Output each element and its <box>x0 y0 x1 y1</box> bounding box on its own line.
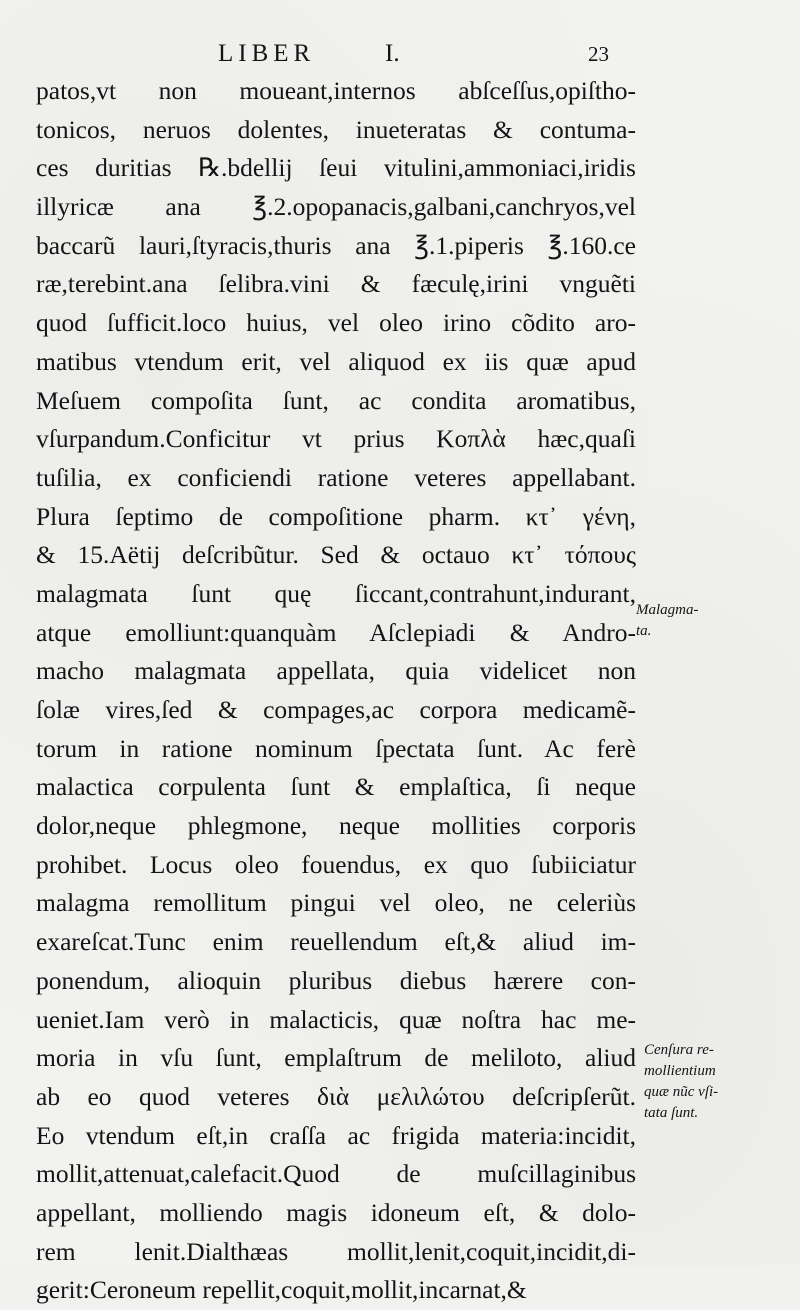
text-line: malagmata ſunt quę ſiccant,contrahunt,indurant, <box>36 578 636 608</box>
text-line: dolor,neque phlegmone, neque mollities corporis <box>36 811 636 841</box>
text-line: Meſuem compoſita ſunt, ac condita aromatibus, <box>36 385 636 415</box>
text-line: matibus vtendum erit, vel aliquod ex iis quæ apud <box>36 346 636 376</box>
body-text <box>36 72 636 1310</box>
text-line: moria in vſu ſunt, emplaſtrum de meliloto, aliud <box>36 1043 636 1073</box>
page-number: 23 <box>588 42 609 66</box>
text-line: ab eo quod veteres διὰ μελιλώτου deſcripſerũt. <box>36 1081 636 1111</box>
text-line: malagma remollitum pingui vel oleo, ne celeriùs <box>36 888 636 918</box>
text-line: rem lenit.Dialthæas mollit,lenit,coquit,incidit,di- <box>36 1236 636 1266</box>
margin-note-line: Malagma- <box>636 602 699 618</box>
text-line: torum in ratione nominum ſpectata ſunt. Ac ferè <box>36 733 636 763</box>
text-line: quod ſufficit.loco huius, vel oleo irino cõdito aro- <box>36 308 636 338</box>
margin-note-line: ta. <box>636 623 652 639</box>
text-line: prohibet. Locus oleo fouendus, ex quo ſubiiciatur <box>36 849 636 879</box>
text-line: ſolæ vires,ſed & compages,ac corpora medicamẽ- <box>36 695 636 724</box>
chapter-number: I. <box>385 40 400 67</box>
text-line: Eo vtendum eſt,in craſſa ac frigida materia:incidit, <box>36 1120 636 1150</box>
margin-note-line: mollientium <box>644 1063 716 1079</box>
margin-note-censura <box>644 1040 718 1124</box>
text-line: ræ,terebint.ana ſelibra.vini & fæculę,irini vnguẽti <box>36 269 636 299</box>
text-line: Plura ſeptimo de compoſitione pharm. κτ᾽ γένη, <box>36 501 636 531</box>
text-line: atque emolliunt:quanquàm Aſclepiadi & Andro- <box>36 617 636 647</box>
margin-note-line: Cenſura re- <box>644 1042 714 1058</box>
text-line: baccarũ lauri,ſtyracis,thuris ana ℥.1.piperis ℥.160.ce <box>36 230 636 260</box>
text-line: illyricæ ana ℥.2.opopanacis,galbani,canchryos,vel <box>36 192 636 222</box>
text-line: exareſcat.Tunc enim reuellendum eſt,& aliud im- <box>36 927 636 957</box>
text-line: tuſilia, ex conficiendi ratione veteres appellabant. <box>36 462 636 492</box>
text-line: ces duritias ℞.bdellij ſeui vitulini,ammoniaci,iridis <box>36 153 636 183</box>
text-line: ponendum, alioquin pluribus diebus hærere con- <box>36 965 636 995</box>
margin-note-line: quæ nũc vſi- <box>644 1084 719 1100</box>
text-line: gerit:Ceroneum repellit,coquit,mollit,incarnat,& <box>36 1275 527 1305</box>
text-line: macho malagmata appellata, quia videlicet non <box>36 656 636 686</box>
running-title: LIBER <box>218 40 316 67</box>
text-line: & 15.Aëtij deſcribũtur. Sed & octauo κτ᾽ τόπους <box>36 540 636 570</box>
text-line: ueniet.Iam verò in malacticis, quæ noſtra hac me- <box>36 1004 636 1034</box>
margin-note-line: tata ſunt. <box>644 1105 699 1121</box>
text-line: vſurpandum.Conficitur vt prius Κοπλὰ hæc,quaſi <box>36 424 636 454</box>
text-line: appellant, molliendo magis idoneum eſt, & dolo- <box>36 1197 636 1227</box>
text-line: patos,vt non moueant,internos abſceſſus,opiſtho- <box>36 76 636 105</box>
margin-note-malagmata <box>636 600 699 642</box>
text-line: malactica corpulenta ſunt & emplaſtica, ſi neque <box>36 772 636 802</box>
text-line: tonicos, neruos dolentes, inueteratas & contuma- <box>36 114 636 144</box>
text-line: mollit,attenuat,calefacit.Quod de muſcillaginibus <box>36 1159 636 1189</box>
